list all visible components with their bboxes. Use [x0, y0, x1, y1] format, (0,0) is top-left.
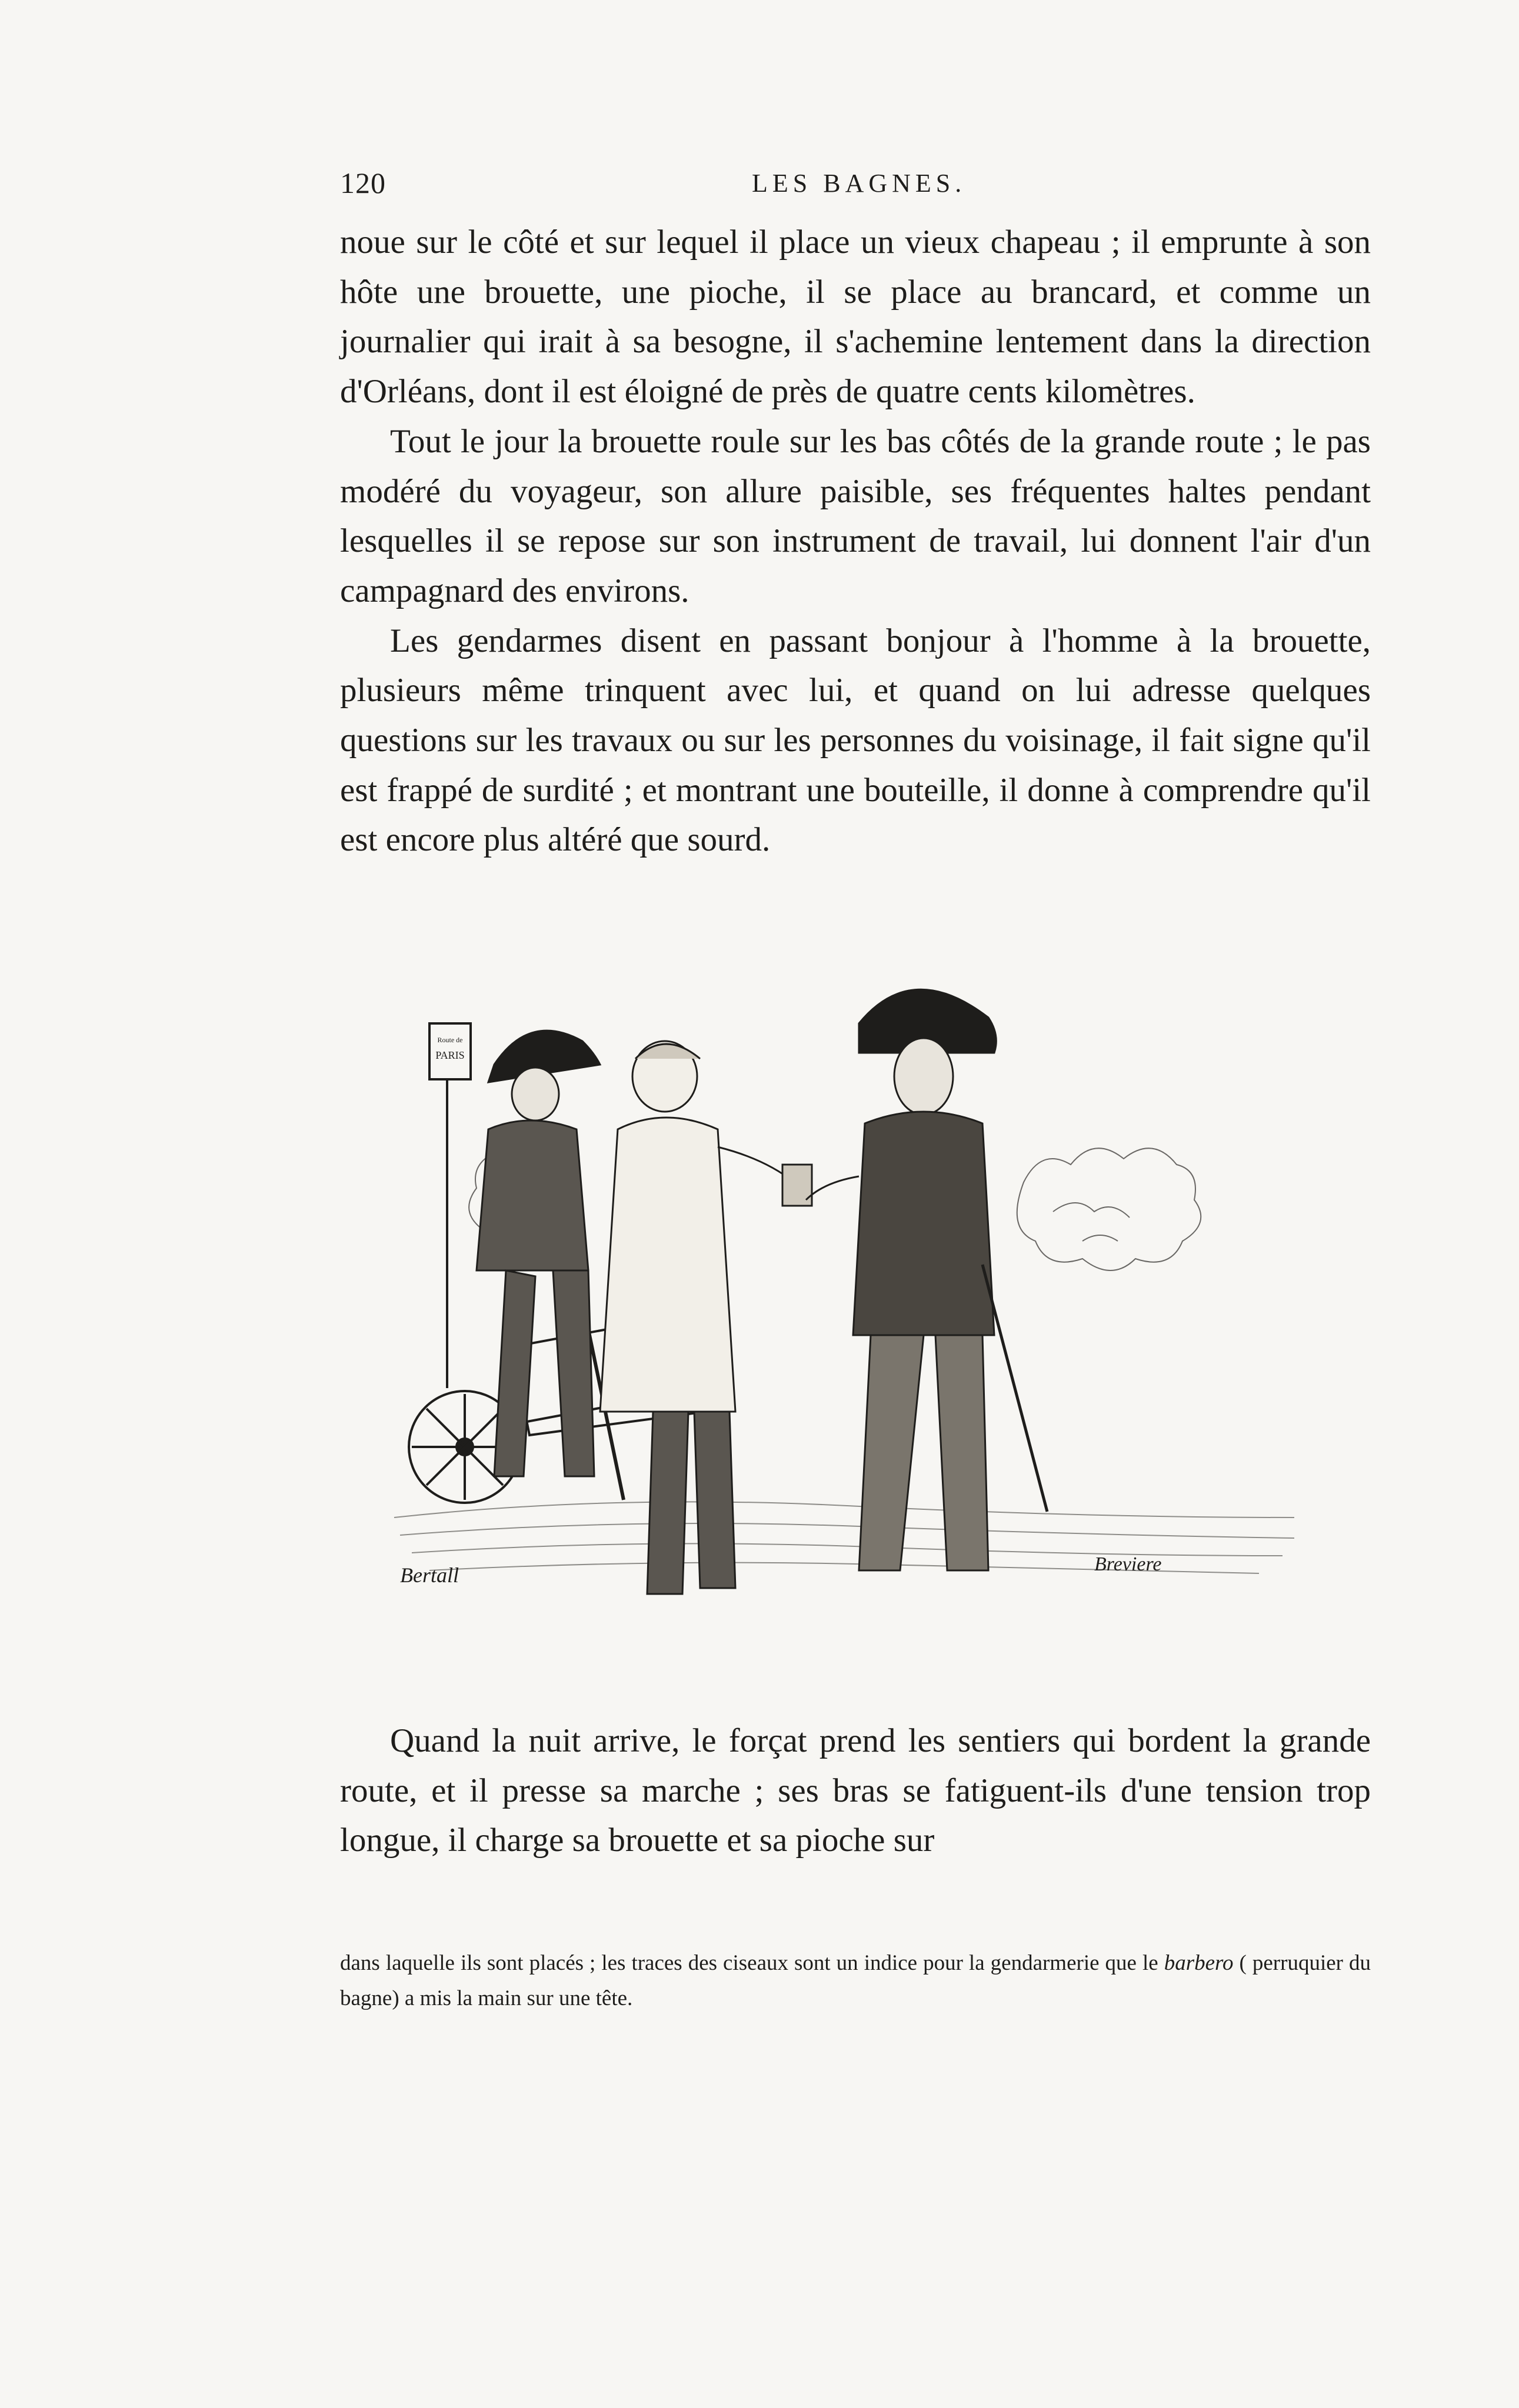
page-number: 120: [340, 166, 386, 199]
body-text-top: [340, 218, 1371, 865]
footnote: [340, 1946, 1371, 2016]
convict-figure: [600, 1041, 812, 1594]
footnote-text-end: ( perruquier du bagne) a mis la main sur une tête.: [340, 1951, 1371, 2010]
signpost: [429, 1023, 471, 1388]
paragraph: Tout le jour la brouette roule sur les bas côtés de la grande route ; le pas modéré du voyageur, son allure paisible, ses fréquentes haltes pendant lesquelles il se repose sur son instrument de travail, lui donnent l'air d'un campagnard des environs.: [340, 422, 1371, 609]
signpost-label: PARIS: [435, 1049, 465, 1061]
running-title: LES BAGNES.: [752, 169, 967, 198]
gendarme-right: [806, 989, 1047, 1570]
footnote-text: dans laquelle ils sont placés ; les traces des ciseaux sont un indice pour la gendarmerie que le: [340, 1951, 1164, 1975]
artist-signature-left: Bertall: [400, 1563, 459, 1587]
paragraph: Quand la nuit arrive, le forçat prend les sentiers qui bordent la grande route, et il presse sa marche ; ses bras se fatiguent-ils d'une tension trop longue, il charge sa brouette et sa pioche sur: [340, 1722, 1371, 1859]
engraving-illustration: [377, 988, 1312, 1623]
paragraph: noue sur le côté et sur lequel il place un vieux chapeau ; il emprunte à son hôte une brouette, une pioche, il se place au brancard, et comme un journalier qui irait à sa besogne, il s'achemine lentement dans la direction d'Orléans, dont il est éloigné de près de quatre cents kilomètres.: [340, 224, 1371, 411]
paragraph: Les gendarmes disent en passant bonjour à l'homme à la brouette, plusieurs même trinquent avec lui, et quand on lui adresse quelques questions sur les travaux ou sur les personnes du voisinage, il fait signe qu'il est frappé de surdité ; et montrant une bouteille, il donne à comprendre qu'il est encore plus altéré que sourd.: [340, 622, 1371, 859]
footnote-italic-term: barbero: [1164, 1951, 1234, 1975]
engraver-signature-right: Breviere: [1094, 1553, 1162, 1575]
signpost-label-top: Route de: [437, 1036, 463, 1044]
page-header: [340, 166, 1370, 207]
body-text-bottom: [340, 1716, 1371, 1866]
